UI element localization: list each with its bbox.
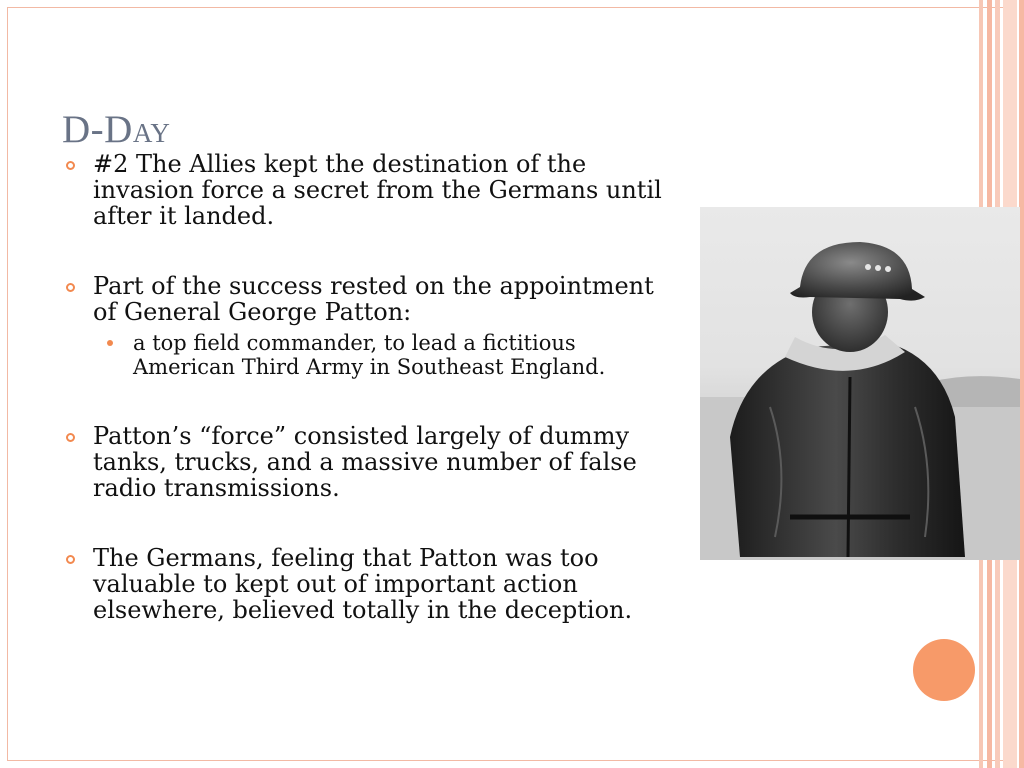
ring-bullet-icon [66, 433, 75, 442]
soldier-portrait-image [700, 207, 1020, 560]
ring-bullet-icon [66, 161, 75, 170]
ring-bullet-icon [66, 283, 75, 292]
bullet-list [62, 151, 682, 623]
decorative-circle [913, 639, 975, 701]
bullet-item [62, 545, 682, 623]
bullet-item [62, 273, 682, 379]
slide-title: D-Day [62, 108, 171, 151]
ring-bullet-icon [66, 555, 75, 564]
sub-bullet-item [93, 331, 682, 379]
bullet-text: Patton’s “force” consisted largely of dummy tanks, trucks, and a massive number of false radio transmissions. [93, 422, 637, 502]
bullet-text: The Germans, feeling that Patton was too valuable to kept out of important action elsewhere, believed totally in the deception. [93, 544, 633, 624]
bullet-item [62, 423, 682, 501]
dot-bullet-icon [107, 340, 113, 346]
sub-bullet-text: a top field commander, to lead a fictitious American Third Army in Southeast England. [133, 331, 606, 379]
patton-photo [700, 207, 1020, 560]
bullet-text: #2 The Allies kept the destination of the invasion force a secret from the Germans until after it landed. [93, 150, 662, 230]
bullet-text: Part of the success rested on the appointment of General George Patton: [93, 272, 654, 326]
bullet-item [62, 151, 682, 229]
